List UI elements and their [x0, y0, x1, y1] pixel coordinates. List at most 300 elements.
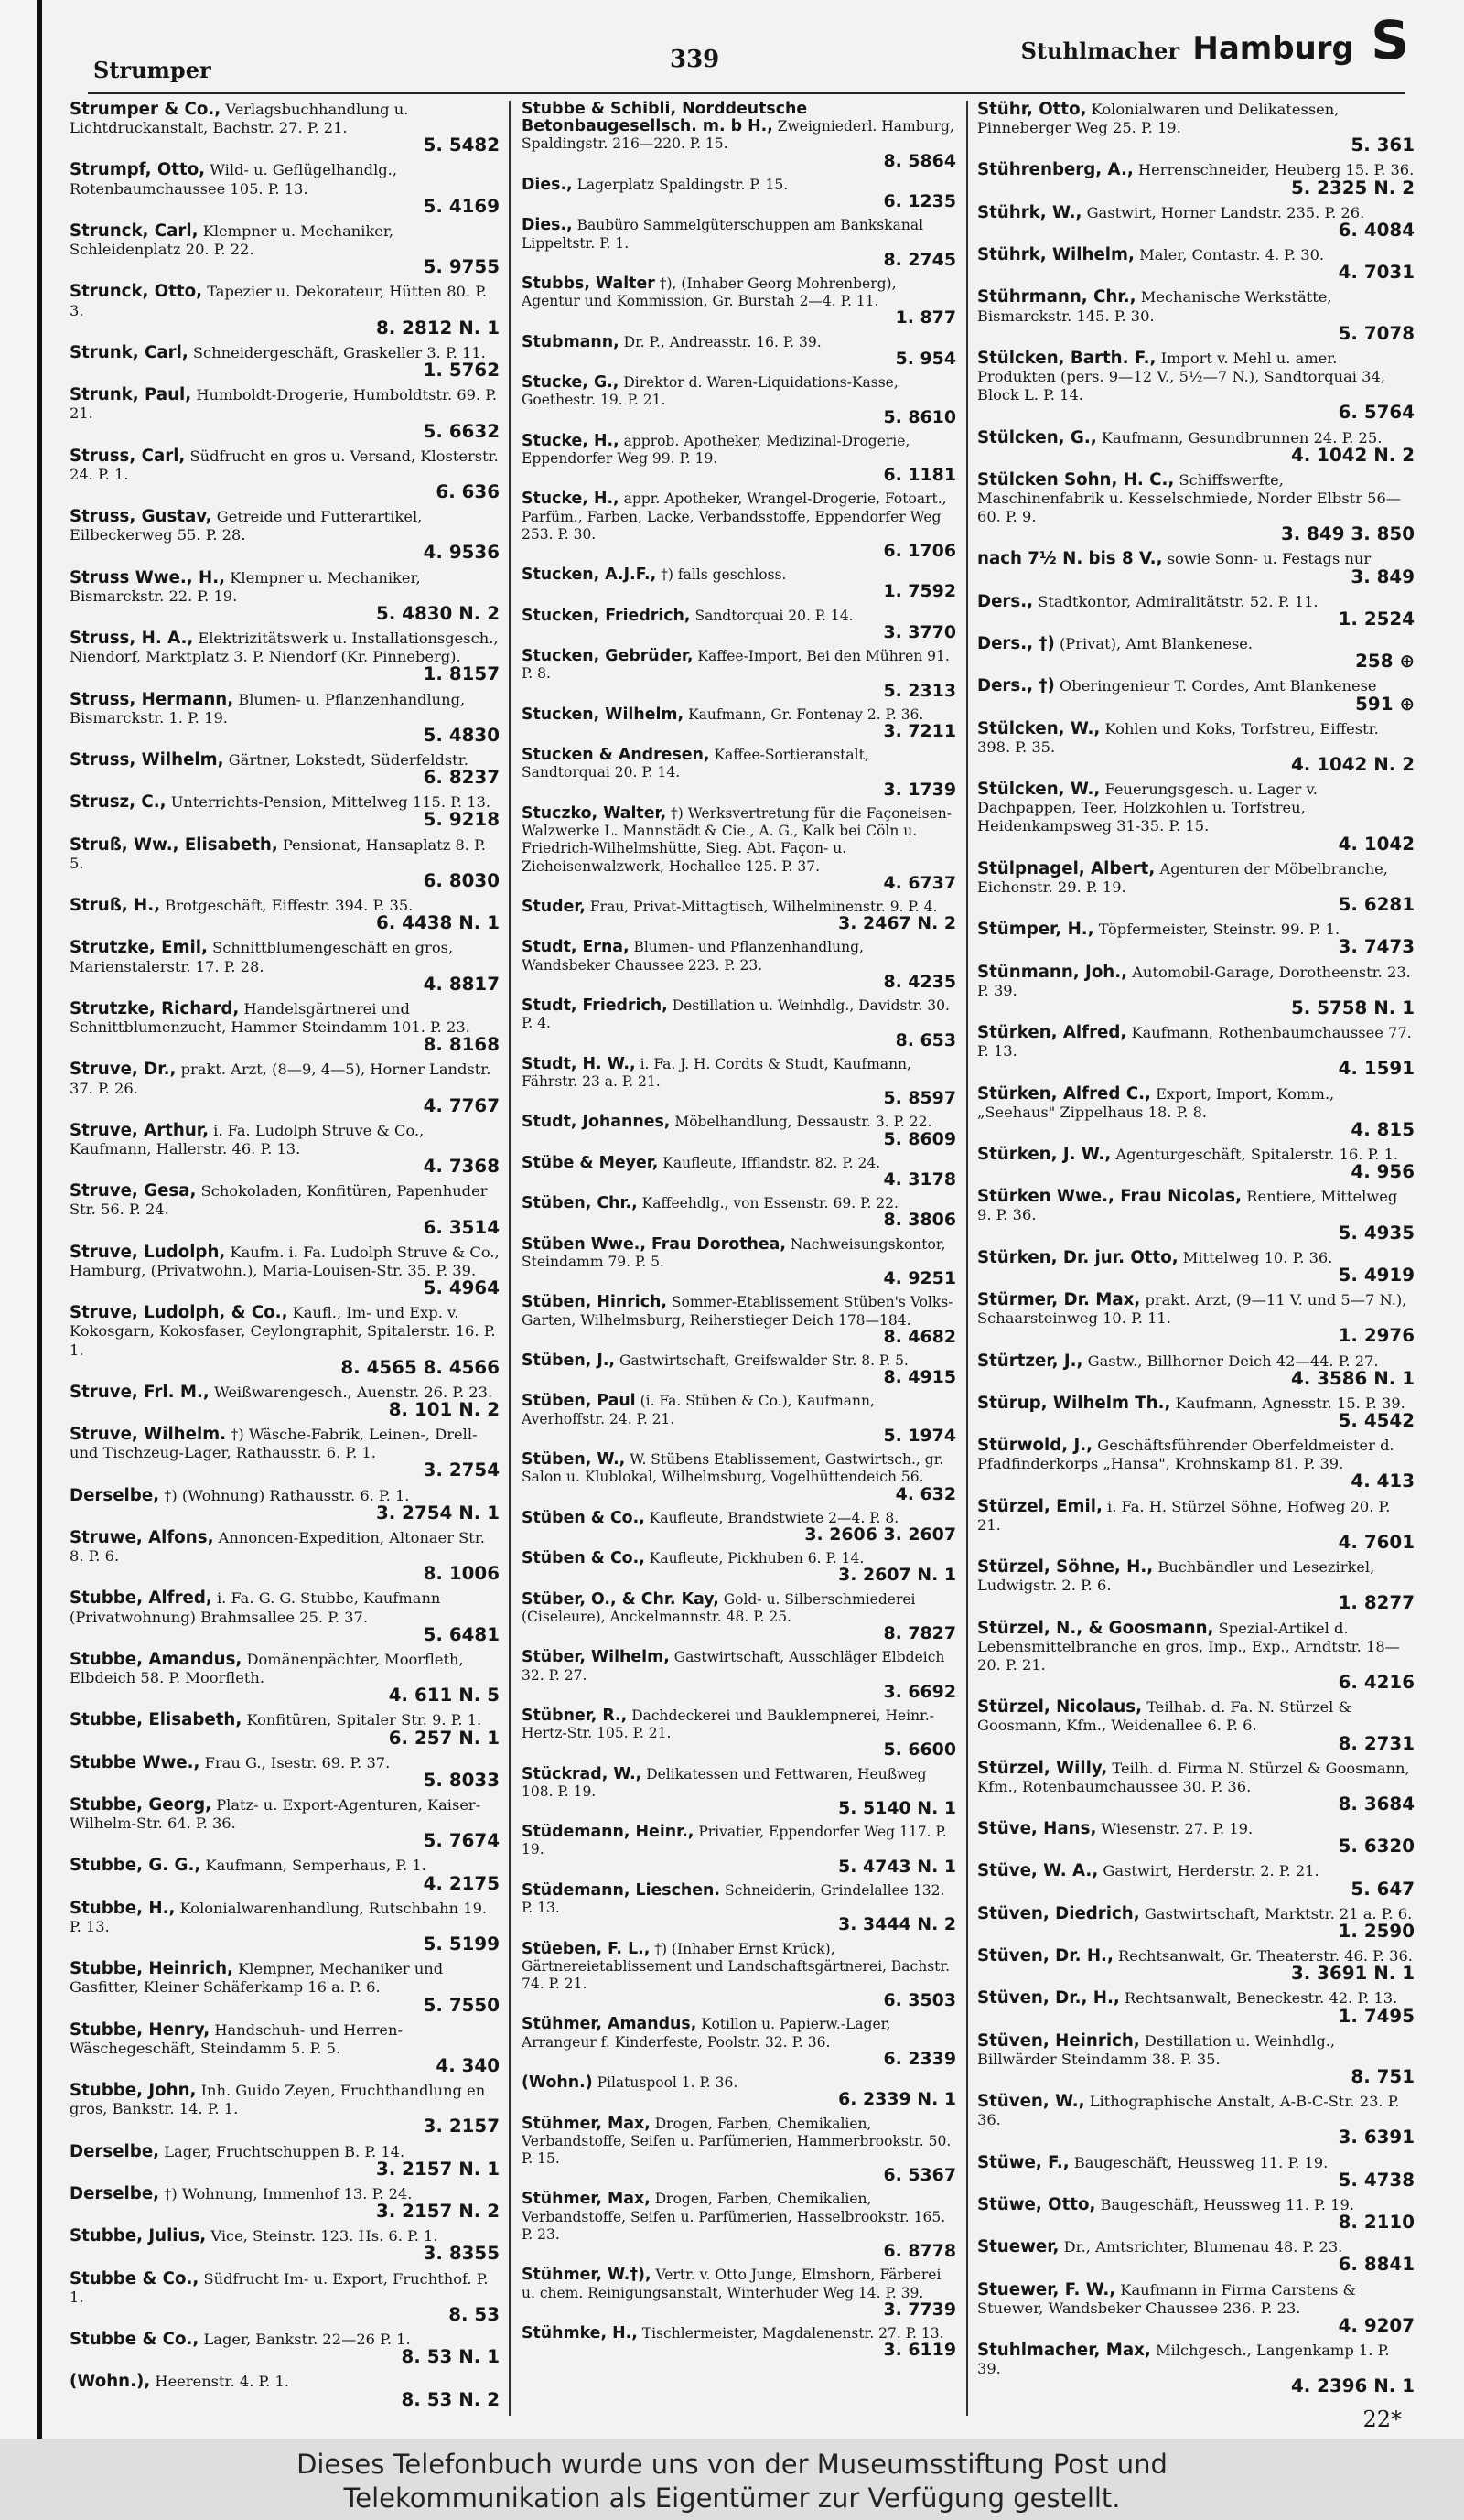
entry-name: (Wohn.), [70, 2372, 151, 2392]
footer-line-1: Dieses Telefonbuch wurde uns von der Museumsstiftung Post und [296, 2449, 1168, 2480]
entry-details: Kohlen und Koks, Torfstreu, Eiffestr. 398. P. 35. [977, 719, 1379, 756]
entry-details: Feuerungsgesch. u. Lager v. Dachpappen, Teer, Holzkohlen u. Torfstreu, Heidenkampsweg 31-35. P. 15. [977, 781, 1318, 835]
entry-phone-number: 3. 2467 N. 2 [838, 913, 956, 934]
directory-entry [70, 1122, 500, 1176]
entry-phone-number: 5. 4542 [1338, 1410, 1415, 1431]
entry-phone-number: 5. 4830 [423, 724, 500, 746]
entry-details: Vice, Steinstr. 123. Hs. 6. P. 1. [210, 2227, 438, 2245]
entry-details: Lagerplatz Spaldingstr. P. 15. [576, 176, 789, 193]
entry-details: Kaufmann, Agnesstr. 15. P. 39. [1175, 1394, 1405, 1412]
entry-details: Lager, Bankstr. 22—26 P. 1. [203, 2331, 411, 2349]
entry-details: Delikatessen und Fettwaren, Heußweg 108. P. 19. [522, 1765, 927, 1800]
entry-phone-number: 4. 2396 N. 1 [1290, 2375, 1415, 2397]
entry-name: Stüber, Wilhelm, [522, 1648, 670, 1667]
entry-name: Strunk, Paul, [70, 385, 192, 405]
entry-name: Stüben, Chr., [522, 1194, 638, 1213]
entry-phone-number: 6. 4084 [1338, 219, 1415, 241]
entry-name: Strumper & Co., [70, 101, 221, 119]
entry-details: approb. Apotheker, Medizinal-Drogerie, Eppendorfer Weg 99. P. 19. [522, 432, 910, 467]
directory-entry [70, 836, 500, 890]
entry-phone-number: 4. 956 [1351, 1161, 1415, 1183]
entry-phone-number: 5. 8597 [883, 1088, 956, 1109]
entry-phone-number: 8. 3806 [883, 1210, 956, 1231]
entry-details: Kaffee-Sortieranstalt, Sandtorquai 20. P. 14. [522, 747, 869, 781]
entry-details: Frau, Privat-Mittagtisch, Wilhelminenstr. 9. P. 4. [589, 898, 938, 915]
entry-details: Kaufmann, Rothenbaumchaussee 77. P. 13. [977, 1024, 1412, 1061]
entry-details: i. Fa. J. H. Cordts & Studt, Kaufmann, Fährstr. 23 a. P. 21. [522, 1055, 911, 1090]
entry-details: Inh. Guido Zeyen, Fruchthandlung en gros, Bankstr. 14. P. 1. [70, 2082, 486, 2118]
directory-entry [70, 1960, 500, 2014]
directory-entry [522, 608, 956, 641]
entry-name: Strunck, Carl, [70, 221, 199, 241]
directory-entry [977, 635, 1415, 671]
entry-name: Studt, Friedrich, [522, 996, 668, 1016]
entry-details: Kaufmann, Gesundbrunnen 24. P. 25. [1101, 428, 1383, 447]
entry-phone-number: 6. 3514 [423, 1216, 500, 1238]
entry-details: Annoncen-Expedition, Altonaer Str. 8. P. 6. [70, 1528, 485, 1566]
entry-phone-number: 3. 6391 [1338, 2127, 1415, 2148]
directory-entry [977, 2154, 1415, 2190]
directory-entry [977, 471, 1415, 544]
footer-text [0, 2448, 1464, 2515]
entry-phone-number: 6. 8778 [883, 2241, 956, 2262]
entry-details: †) (Inhaber Ernst Krück), Gärtnereietablissement und Landschaftsgärtnerei, Bachstr. 74. P. 21. [522, 1940, 951, 1992]
entry-details: †) falls geschloss. [661, 566, 787, 584]
directory-entry [522, 1766, 956, 1818]
entry-name: Stürtzer, J., [977, 1351, 1083, 1371]
entry-details: Humboldt-Drogerie, Humboldtstr. 69. P. 21. [70, 386, 498, 423]
directory-entry [977, 1437, 1415, 1491]
directory-entry [522, 374, 956, 426]
directory-entry [977, 2342, 1415, 2396]
entry-details: Pensionat, Hansaplatz 8. P. 5. [70, 835, 486, 872]
entry-name: Stürzel, Emil, [977, 1496, 1103, 1516]
entry-name: Stucke, G., [522, 373, 619, 393]
directory-entry [977, 781, 1415, 854]
directory-entry [70, 793, 500, 829]
entry-phone-number: 3. 2754 N. 1 [375, 1502, 500, 1524]
entry-phone-number: 4. 2175 [423, 1872, 500, 1894]
entry-name: Stüven, W., [977, 2092, 1085, 2112]
entry-details: prakt. Arzt, (9—11 V. und 5—7 N.), Schaarsteinweg 10. P. 11. [977, 1291, 1407, 1328]
entry-name: Stucken, Wilhelm, [522, 705, 684, 724]
entry-phone-number: 3. 2157 [423, 2116, 500, 2138]
directory-entry [977, 1989, 1415, 2025]
entry-name: Stucken, Gebrüder, [522, 647, 694, 666]
entry-name: Stüven, Dr., H., [977, 1988, 1120, 2008]
entry-name: Stüven, Diedrich, [977, 1903, 1140, 1923]
directory-entry [522, 1236, 956, 1288]
entry-name: Struss, Hermann, [70, 689, 234, 709]
entry-phone-number: 4. 9536 [423, 542, 500, 564]
entry-phone-number: 3. 849 [1351, 565, 1415, 587]
entry-details: Automobil-Garage, Dorotheenstr. 23. P. 39. [977, 963, 1411, 999]
entry-phone-number: 1. 8157 [423, 663, 500, 685]
directory-entry [70, 2270, 500, 2324]
entry-phone-number: 8. 8168 [423, 1034, 500, 1056]
entry-details: Teilh. d. Firma N. Stürzel & Goosmann, Kfm., Rotenbaumchaussee 30. P. 36. [977, 1759, 1410, 1795]
entry-details: Kaufm. i. Fa. Ludolph Struve & Co., Hamburg, (Privatwohn.), Maria-Louisen-Str. 35. P. 39. [70, 1243, 500, 1279]
directory-entry [977, 1395, 1415, 1430]
entry-name: Strunck, Otto, [70, 282, 203, 302]
entry-name: Struß, H., [70, 896, 161, 916]
entry-details: Gold- u. Silberschmiederei (Ciseleure), Anckelmannstr. 48. P. 25. [522, 1590, 916, 1625]
entry-phone-number: 5. 5140 N. 1 [838, 1798, 956, 1819]
entry-name: Stülpnagel, Albert, [977, 858, 1156, 878]
entry-name: Stubbe, Julius, [70, 2226, 207, 2246]
entry-name: Stülcken, G., [977, 427, 1097, 447]
directory-entry [70, 2143, 500, 2179]
entry-details: Verlagsbuchhandlung u. Lichtdruckanstalt, Bachstr. 27. P. 21. [70, 101, 409, 137]
directory-entry [522, 1550, 956, 1584]
entry-phone-number: 4. 1591 [1338, 1058, 1415, 1080]
entry-phone-number: 5. 4738 [1338, 2169, 1415, 2191]
entry-details: Agenturgeschäft, Spitalerstr. 16. P. 1. [1115, 1145, 1399, 1163]
entry-details: Kotillon u. Papierw.-Lager, Arrangeur f. Kinderfeste, Poolstr. 32. P. 36. [522, 2016, 891, 2051]
entry-name: Struss, Carl, [70, 446, 186, 466]
entry-name: Stührenberg, A., [977, 160, 1134, 180]
entry-details: Südfrucht Im- u. Export, Fruchthof. P. 1. [70, 2269, 489, 2306]
entry-name: Stuewer, [977, 2237, 1060, 2257]
directory-entry [977, 204, 1415, 240]
entry-name: Stubbe, Elisabeth, [70, 1710, 242, 1730]
entry-details: Schneidergeschäft, Graskeller 3. P. 11. [192, 343, 486, 361]
entry-name: Stucke, H., [522, 490, 619, 509]
entry-phone-number: 3. 1739 [883, 779, 956, 800]
directory-entry [522, 747, 956, 799]
entry-details: W. Stübens Etablissement, Gastwirtsch., gr. Salon u. Klublokal, Wilhelmsburg, Vogelhüttendeich 56. [522, 1451, 944, 1486]
entry-name: Stubbe & Schibli, Norddeutsche Betonbaugesellsch. m. b H., [522, 101, 808, 136]
entry-name: Stübe & Meyer, [522, 1153, 659, 1172]
entry-details: Buchbändler und Lesezirkel, Ludwigstr. 2. P. 6. [977, 1558, 1375, 1595]
entry-name: Dies., [522, 175, 573, 194]
entry-details: Kaufl., Im- und Exp. v. Kokosgarn, Kokosfaser, Ceylongraphit, Spitalerstr. 16. P. 1. [70, 1304, 496, 1359]
directory-entry [977, 350, 1415, 423]
page-number: 339 [670, 46, 720, 73]
entry-details: Rechtsanwalt, Gr. Theaterstr. 46. P. 36. [1118, 1947, 1413, 1965]
entry-name: Stürwold, J., [977, 1436, 1093, 1456]
entry-name: Stubbe, Heinrich, [70, 1959, 233, 1979]
directory-entry [522, 566, 956, 600]
entry-phone-number: 3. 7211 [883, 721, 956, 741]
entry-name: Stühmer, Amandus, [522, 2015, 697, 2034]
entry-name: Stubbe, H., [70, 1898, 176, 1918]
entry-name: Struve, Wilhelm. [70, 1425, 227, 1445]
directory-entry [522, 217, 956, 269]
entry-name: Stürken, J. W., [977, 1144, 1112, 1164]
entry-name: Stürken, Dr. jur. Otto, [977, 1247, 1179, 1267]
directory-entry [522, 997, 956, 1050]
directory-entry [977, 1024, 1415, 1078]
directory-column-1 [70, 101, 500, 2425]
entry-details: Handelsgärtnerei und Schnittblumenzucht, Hammer Steindamm 101. P. 23. [70, 999, 470, 1037]
entry-details: Brotgeschäft, Eiffestr. 394. P. 35. [165, 897, 414, 915]
directory-entry [977, 1085, 1415, 1139]
directory-entry [70, 1796, 500, 1850]
entry-name: Studt, H. W., [522, 1054, 636, 1073]
entry-details: Vertr. v. Otto Junge, Elmshorn, Färberei u. chem. Reinigungsanstalt, Winterhuder Weg 14. P. 39. [522, 2267, 942, 2301]
entry-name: Stürzel, N., & Goosmann, [977, 1618, 1214, 1638]
directory-entry [977, 2281, 1415, 2335]
directory-entry [977, 2032, 1415, 2086]
entry-details: Nachweisungskontor, Steindamm 79. P. 5. [522, 1235, 946, 1270]
entry-phone-number: 3. 7473 [1338, 936, 1415, 958]
entry-phone-number: 5. 4743 N. 1 [838, 1856, 956, 1877]
entry-phone-number: 8. 4565 8. 4566 [340, 1356, 500, 1378]
entry-name: (Wohn.) [522, 2073, 593, 2093]
entry-details: Gastwirt, Horner Landstr. 235. P. 26. [1086, 203, 1365, 221]
entry-phone-number: 8. 5864 [883, 150, 956, 171]
entry-phone-number: 5. 647 [1351, 1878, 1415, 1900]
entry-name: Stüben, Hinrich, [522, 1293, 667, 1312]
entry-details: Kaufleute, Brandstwiete 2—4. P. 8. [649, 1509, 899, 1526]
footer-banner [0, 2439, 1464, 2520]
directory-entry [70, 1426, 500, 1480]
entry-name: Stuewer, F. W., [977, 2279, 1116, 2299]
entry-details: Kaufmann in Firma Carstens & Stuewer, Wandsbeker Chaussee 236. P. 23. [977, 2280, 1356, 2317]
entry-phone-number: 8. 4915 [883, 1367, 956, 1388]
entry-phone-number: 4. 611 N. 5 [388, 1685, 500, 1707]
entry-phone-number: 8. 7827 [883, 1623, 956, 1644]
entry-phone-number: 8. 53 N. 1 [401, 2346, 500, 2368]
entry-name: Struwe, Alfons, [70, 1527, 214, 1547]
entry-phone-number: 1. 8277 [1338, 1592, 1415, 1614]
entry-details: Baubüro Sammelgüterschuppen am Bankskanal Lippeltstr. P. 1. [522, 217, 924, 252]
directory-entry [70, 222, 500, 276]
directory-entry [977, 921, 1415, 956]
directory-entry [70, 2227, 500, 2263]
entry-name: Stürzel, Söhne, H., [977, 1557, 1154, 1578]
entry-name: Stüben, W., [522, 1450, 626, 1470]
entry-name: Struve, Ludolph, [70, 1242, 226, 1262]
header-rule [88, 92, 1405, 94]
entry-details: Mittelweg 10. P. 36. [1182, 1248, 1333, 1266]
entry-details: Konfitüren, Spitaler Str. 9. P. 1. [246, 1711, 482, 1729]
entry-phone-number: 6. 3503 [883, 1990, 956, 2011]
entry-phone-number: 4. 6737 [883, 872, 956, 893]
entry-phone-number: 1. 7495 [1338, 2005, 1415, 2027]
directory-entry [977, 1558, 1415, 1612]
entry-name: Stühmer, Max, [522, 2190, 651, 2209]
entry-name: Strusz, C., [70, 792, 167, 813]
header-city: Hamburg [1192, 30, 1354, 67]
directory-entry [977, 288, 1415, 342]
entry-details: Stadtkontor, Admiralitätstr. 52. P. 11. [1038, 592, 1319, 610]
entry-phone-number: 3. 2607 N. 1 [838, 1565, 956, 1586]
entry-details: Import v. Mehl u. amer. Produkten (pers. 9—12 V., 5½—7 N.), Sandtorquai 34, Block L. P. 14. [977, 349, 1385, 404]
entry-details: Oberingenieur T. Cordes, Amt Blankenese [1059, 677, 1377, 695]
entry-phone-number: 8. 2731 [1338, 1732, 1415, 1754]
directory-entry [70, 386, 500, 440]
entry-phone-number: 8. 1006 [423, 1563, 500, 1585]
entry-details: Wild- u. Geflügelhandlg., Rotenbaumchaussee 105. P. 13. [70, 161, 398, 198]
entry-details: Möbelhandlung, Dessaustr. 3. P. 22. [674, 1114, 932, 1131]
entry-phone-number: 4. 7767 [423, 1094, 500, 1116]
entry-phone-number: 5. 4830 N. 2 [375, 602, 500, 624]
entry-name: Stülcken, W., [977, 780, 1101, 800]
entry-details: Zweigniederl. Hamburg, Spaldingstr. 216—220. P. 15. [522, 118, 954, 153]
entry-details: Gastwirtschaft, Marktstr. 21 a. P. 6. [1144, 1904, 1413, 1922]
directory-entry [522, 334, 956, 368]
directory-entry [977, 860, 1415, 914]
entry-phone-number: 3. 6692 [883, 1681, 956, 1702]
entry-name: Struss, Wilhelm, [70, 750, 224, 770]
entry-phone-number: 4. 1042 N. 2 [1290, 754, 1415, 775]
entry-details: Destillation u. Weinhdlg., Davidstr. 30. P. 4. [522, 997, 950, 1032]
entry-phone-number: 8. 101 N. 2 [388, 1399, 500, 1420]
entry-name: Struve, Frl. M., [70, 1382, 210, 1402]
entry-name: Studt, Erna, [522, 938, 630, 957]
entry-details: Getreide und Futterartikel, Eilbeckerweg 55. P. 28. [70, 508, 423, 544]
directory-entry [70, 1900, 500, 1954]
entry-phone-number: 5. 5199 [423, 1933, 500, 1955]
entry-details: Tapezier u. Dekorateur, Hütten 80. P. 3. [70, 283, 488, 319]
entry-name: Stührmann, Chr., [977, 287, 1136, 307]
entry-phone-number: 3. 2606 3. 2607 [804, 1524, 956, 1545]
entry-name: Stüdemann, Lieschen. [522, 1880, 721, 1900]
entry-phone-number: 5. 6281 [1338, 894, 1415, 916]
entry-details: Platz- u. Export-Agenturen, Kaiser-Wilhelm-Str. 64. P. 36. [70, 1795, 481, 1833]
entry-details: Schneiderin, Grindelallee 132. P. 13. [522, 1881, 945, 1917]
entry-details: Dr. P., Andreasstr. 16. P. 39. [623, 333, 822, 350]
entry-name: Stüven, Dr. H., [977, 1946, 1114, 1966]
entry-name: Stüben, J., [522, 1352, 616, 1370]
directory-entry [522, 101, 956, 170]
directory-entry [977, 720, 1415, 774]
directory-entry [70, 101, 500, 155]
entry-phone-number: 5. 8609 [883, 1128, 956, 1149]
entry-phone-number: 4. 1042 [1338, 833, 1415, 855]
entry-name: Stürken Wwe., Frau Nicolas, [977, 1187, 1243, 1207]
entry-details: Gastwirtschaft, Greifswalder Str. 8. P. 5. [619, 1352, 909, 1369]
directory-entry [522, 275, 956, 328]
directory-entry [977, 1249, 1415, 1285]
entry-name: Stürzel, Willy, [977, 1758, 1108, 1778]
directory-entry [977, 1291, 1415, 1345]
entry-details: Kaufmann, Gr. Fontenay 2. P. 36. [688, 705, 924, 723]
entry-phone-number: 6. 2339 N. 1 [838, 2089, 956, 2110]
entry-name: Derselbe, [70, 2141, 160, 2161]
directory-entry [70, 447, 500, 501]
entry-name: Stubbe Wwe., [70, 1752, 200, 1772]
entry-details: i. Fa. G. G. Stubbe, Kaufmann (Privatwohnung) Brahmsallee 25. P. 37. [70, 1589, 441, 1626]
entry-name: Studt, Johannes, [522, 1113, 671, 1132]
entry-name: Stührk, W., [977, 202, 1082, 222]
entry-name: Studer, [522, 897, 586, 916]
entry-phone-number: 8. 751 [1351, 2066, 1415, 2087]
entry-details: Schiffswerfte, Maschinenfabrik u. Kesselschmiede, Norder Elbstr 56—60. P. 9. [977, 470, 1402, 526]
entry-phone-number: 6. 5367 [883, 2165, 956, 2186]
entry-details: Lager, Fruchtschuppen B. P. 14. [164, 2142, 405, 2160]
entry-details: Drogen, Farben, Chemikalien, Verbandstoffe, Seifen u. Parfümerien, Hammerbrookstr. 50. P. 15. [522, 2115, 952, 2167]
entry-details: †) (Wohnung) Rathausstr. 6. P. 1. [164, 1486, 410, 1504]
entry-phone-number: 6. 257 N. 1 [388, 1727, 500, 1749]
column-divider [509, 101, 511, 2416]
entry-phone-number: 6. 1706 [883, 541, 956, 562]
entry-details: Tischlermeister, Magdalenenstr. 27. P. 13. [641, 2324, 944, 2342]
entry-details: Blumen- u. Pflanzenhandlung, Bismarckstr. 1. P. 19. [70, 690, 466, 727]
directory-entry [977, 101, 1415, 155]
entry-name: Stucken & Andresen, [522, 746, 710, 765]
directory-entry [70, 344, 500, 380]
page-header [42, 0, 1464, 88]
entry-phone-number: 4. 3178 [883, 1169, 956, 1190]
entry-name: Stüve, Hans, [977, 1819, 1097, 1839]
entry-phone-number: 5. 6600 [883, 1739, 956, 1761]
directory-entry [977, 1760, 1415, 1814]
entry-name: Stucken, A.J.F., [522, 565, 657, 585]
entry-details: Gastwirtschaft, Ausschläger Elbdeich 32. P. 27. [522, 1649, 945, 1684]
directory-entry [522, 1649, 956, 1701]
entry-name: nach 7½ N. bis 8 V., [977, 549, 1163, 569]
directory-entry [70, 1487, 500, 1523]
directory-entry [70, 1182, 500, 1236]
entry-name: Stubmann, [522, 332, 619, 351]
directory-entry [977, 429, 1415, 465]
directory-entry [977, 1146, 1415, 1181]
entry-phone-number: 5. 8610 [883, 406, 956, 427]
entry-phone-number: 1. 5762 [423, 360, 500, 382]
directory-entry [522, 899, 956, 932]
entry-name: Struß, Ww., Elisabeth, [70, 835, 278, 855]
entry-name: Dies., [522, 216, 573, 235]
entry-name: Stürup, Wilhelm Th., [977, 1393, 1171, 1413]
entry-phone-number: 3. 8355 [423, 2243, 500, 2265]
entry-details: Elektrizitätswerk u. Installationsgesch., Niendorf, Marktplatz 3. P. Niendorf (Kr. Pinneberg). [70, 630, 499, 666]
entry-details: Töpfermeister, Steinstr. 99. P. 1. [1098, 921, 1340, 939]
directory-entry [70, 2373, 500, 2408]
entry-details: Gärtner, Lokstedt, Süderfeldstr. [228, 751, 468, 769]
entry-details: Sandtorquai 20. P. 14. [694, 607, 854, 624]
entry-name: Stürken, Alfred, [977, 1023, 1127, 1043]
entry-details: Geschäftsführender Oberfeldmeister d. Pfadfinderkorps „Hansa", Krohnskamp 81. P. 39. [977, 1437, 1394, 1473]
entry-details: sowie Sonn- u. Festags nur [1167, 550, 1372, 568]
entry-phone-number: 6. 8841 [1338, 2254, 1415, 2276]
directory-entry [70, 283, 500, 337]
entry-details: Mechanische Werkstätte, Bismarckstr. 145. P. 30. [977, 288, 1332, 325]
entry-phone-number: 4. 8817 [423, 973, 500, 995]
entry-phone-number: 1. 2976 [1338, 1325, 1415, 1347]
entry-name: Stürmer, Dr. Max, [977, 1290, 1141, 1310]
entry-name: Stubbe & Co., [70, 2330, 199, 2350]
entry-phone-number: 5. 954 [895, 348, 956, 369]
entry-phone-number: 6. 1181 [883, 465, 956, 486]
entry-name: Stuhlmacher, Max, [977, 2341, 1151, 2361]
entry-phone-number: 4. 1042 N. 2 [1290, 444, 1415, 466]
entry-details: Dr., Amtsrichter, Blumenau 48. P. 23. [1063, 2238, 1343, 2256]
entry-phone-number: 5. 2313 [883, 680, 956, 701]
directory-entry [977, 1947, 1415, 1983]
entry-name: Ders., †) [977, 676, 1055, 696]
directory-entry [70, 569, 500, 623]
entry-phone-number: 8. 653 [895, 1029, 956, 1050]
entry-phone-number: 591 ⊕ [1355, 693, 1415, 715]
directory-entry [70, 161, 500, 215]
directory-entry [977, 1620, 1415, 1693]
entry-name: Struve, Ludolph, & Co., [70, 1303, 288, 1323]
entry-phone-number: 5. 9218 [423, 809, 500, 831]
entry-details: Kaufmann, Semperhaus, P. 1. [205, 1857, 426, 1875]
directory-entry [522, 2267, 956, 2319]
entry-details: Agenturen der Möbelbranche, Eichenstr. 29. P. 19. [977, 859, 1388, 896]
entry-details: Drogen, Farben, Chemikalien, Verbandstoffe, Seifen u. Parfümerien, Hasselbrookstr. 165. P. 23. [522, 2191, 946, 2243]
header-letter: S [1371, 9, 1409, 71]
directory-entry [70, 2331, 500, 2366]
entry-name: Derselbe, [70, 2183, 160, 2203]
footer-line-2: Telekommunikation als Eigentümer zur Verfügung gestellt. [343, 2482, 1121, 2514]
entry-details: i. Fa. Ludolph Struve & Co., Kaufmann, Hallerstr. 46. P. 13. [70, 1121, 425, 1158]
directory-entry [522, 1451, 956, 1503]
